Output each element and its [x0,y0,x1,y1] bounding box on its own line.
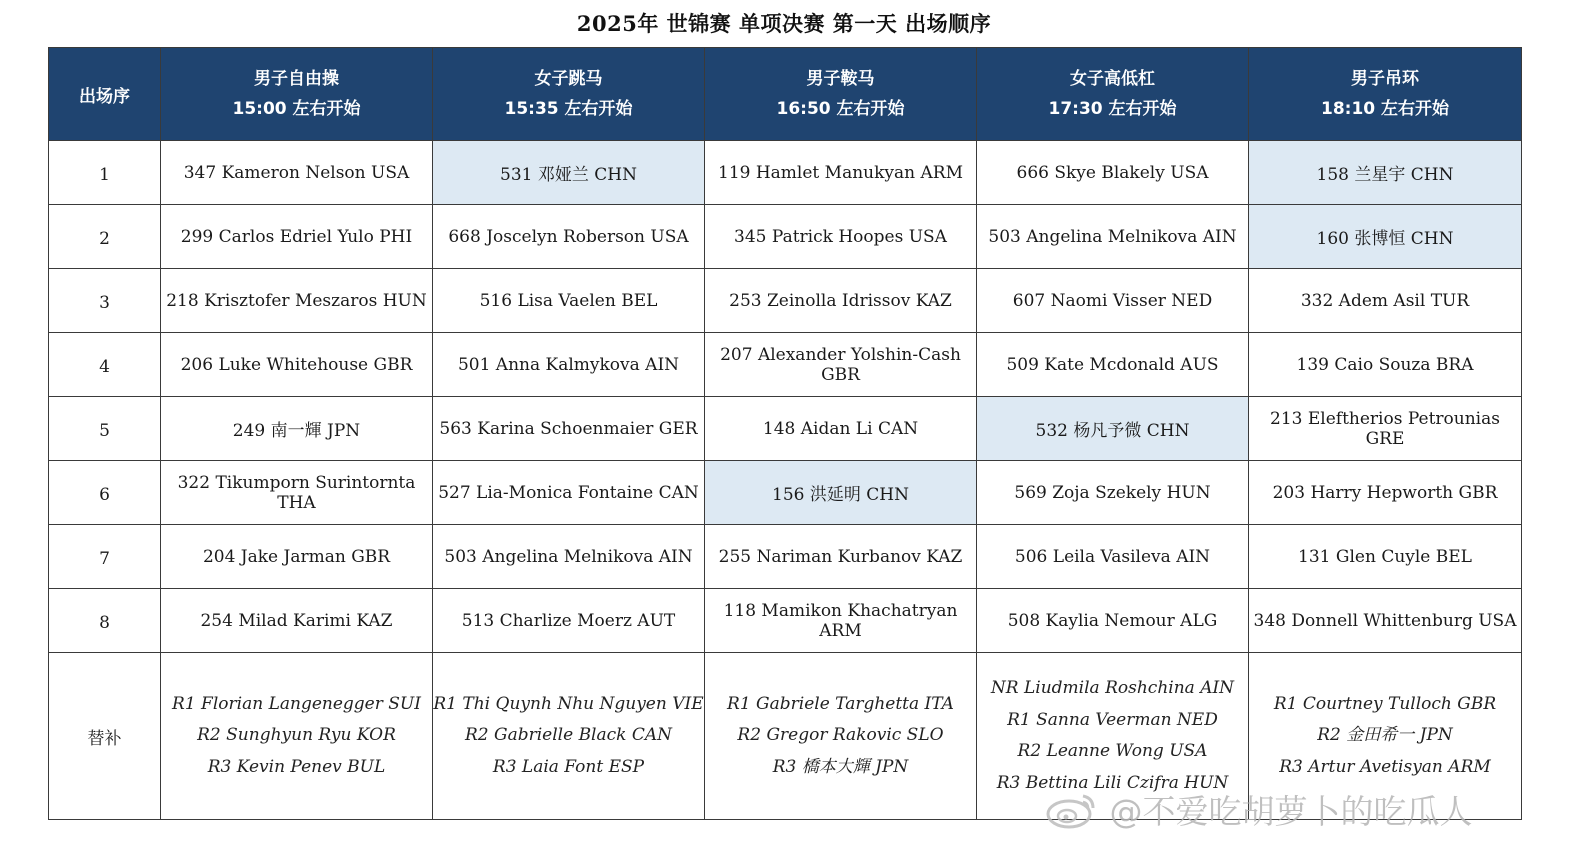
reserve-athlete: R2 Leanne Wong USA [1017,741,1208,761]
reserves-cell [161,653,433,820]
reserve-athlete: R3 Kevin Penev BUL [207,756,386,777]
athlete-cell: 348 Donnell Whittenburg USA [1249,589,1522,653]
order-number: 3 [49,269,161,333]
event-time: 16:50 左右开始 [776,99,905,119]
athlete-cell: 148 Aidan Li CAN [705,397,977,461]
event-header [433,48,705,141]
order-number: 8 [49,589,161,653]
reserve-athlete: R2 Gabrielle Black CAN [464,725,673,746]
athlete-cell-highlighted: 156 洪延明 CHN [705,461,977,525]
reserves-cell [433,653,705,820]
event-time: 15:00 左右开始 [232,99,361,119]
table-row [49,397,1522,461]
athlete-cell: 509 Kate Mcdonald AUS [977,333,1249,397]
event-header [705,48,977,141]
table-row [49,525,1522,589]
athlete-cell: 254 Milad Karimi KAZ [161,589,433,653]
order-column-header [49,48,161,141]
event-name: 男子吊环 [1351,69,1419,89]
reserve-athlete: R1 Thi Quynh Nhu Nguyen VIE [433,693,704,714]
athlete-cell: 206 Luke Whitehouse GBR [161,333,433,397]
athlete-cell: 508 Kaylia Nemour ALG [977,589,1249,653]
watermark-text: @不爱吃胡萝卜的吃瓜人 [1109,792,1473,831]
athlete-cell: 204 Jake Jarman GBR [161,525,433,589]
athlete-cell: 255 Nariman Kurbanov KAZ [705,525,977,589]
athlete-cell-highlighted: 532 杨凡予微 CHN [977,397,1249,461]
athlete-cell: 207 Alexander Yolshin-Cash GBR [705,333,977,397]
athlete-cell: 503 Angelina Melnikova AIN [977,205,1249,269]
page-title: 2025年 世锦赛 单项决赛 第一天 出场顺序 [576,11,992,36]
athlete-cell-highlighted: 531 邓娅兰 CHN [433,141,705,205]
athlete-cell: 527 Lia-Monica Fontaine CAN [433,461,705,525]
order-number: 6 [49,461,161,525]
event-header [1249,48,1522,141]
reserve-athlete: R1 Florian Langenegger SUI [172,693,421,714]
event-name: 女子高低杠 [1070,69,1155,89]
athlete-cell: 253 Zeinolla Idrissov KAZ [705,269,977,333]
athlete-cell: 213 Eleftherios Petrounias GRE [1249,397,1522,461]
event-time: 15:35 左右开始 [504,99,633,119]
athlete-cell: 118 Mamikon Khachatryan ARM [705,589,977,653]
athlete-cell: 666 Skye Blakely USA [977,141,1249,205]
athlete-cell: 119 Hamlet Manukyan ARM [705,141,977,205]
table-row [49,269,1522,333]
reserve-athlete: R2 Sunghyun Ryu KOR [197,725,396,746]
event-name: 男子鞍马 [806,69,875,89]
athlete-cell: 607 Naomi Visser NED [977,269,1249,333]
athlete-cell: 506 Leila Vasileva AIN [977,525,1249,589]
athlete-cell-highlighted: 158 兰星宇 CHN [1249,141,1522,205]
athlete-cell: 249 南一輝 JPN [161,397,433,461]
order-number: 4 [49,333,161,397]
table-row [49,589,1522,653]
reserve-athlete: R3 Bettina Lili Czifra HUN [996,772,1229,793]
reserve-athlete: R1 Sanna Veerman NED [1007,709,1218,730]
athlete-cell: 503 Angelina Melnikova AIN [433,525,705,589]
athlete-cell: 131 Glen Cuyle BEL [1249,525,1522,589]
athlete-cell: 501 Anna Kalmykova AIN [433,333,705,397]
athlete-cell: 516 Lisa Vaelen BEL [433,269,705,333]
reserve-athlete: R3 Laia Font ESP [492,756,645,777]
reserve-athlete: R1 Gabriele Targhetta ITA [727,693,954,714]
event-header [977,48,1249,141]
event-name: 女子跳马 [534,69,603,89]
athlete-cell: 668 Joscelyn Roberson USA [433,205,705,269]
weibo-logo-icon [1045,790,1099,830]
athlete-cell: 347 Kameron Nelson USA [161,141,433,205]
athlete-cell: 203 Harry Hepworth GBR [1249,461,1522,525]
athlete-cell: 322 Tikumporn Surintornta THA [161,461,433,525]
event-header [161,48,433,141]
athlete-cell: 563 Karina Schoenmaier GER [433,397,705,461]
reserve-athlete: R1 Courtney Tulloch GBR [1273,693,1497,714]
event-time: 18:10 左右开始 [1320,99,1450,119]
order-number: 7 [49,525,161,589]
order-number: 1 [49,141,161,205]
table-row [49,205,1522,269]
header-row [49,48,1522,141]
event-time: 17:30 左右开始 [1048,99,1177,119]
reserve-athlete: NR Liudmila Roshchina AIN [990,678,1235,698]
reserve-athlete: R2 Gregor Rakovic SLO [737,725,944,746]
reserve-athlete: R2 金田希一 JPN [1317,725,1453,746]
event-name: 男子自由操 [254,69,339,89]
table-row [49,141,1522,205]
watermark [1045,786,1565,836]
athlete-cell-highlighted: 160 张博恒 CHN [1249,205,1522,269]
reserves-label: 替补 [49,653,161,820]
table-row [49,461,1522,525]
athlete-cell: 569 Zoja Szekely HUN [977,461,1249,525]
athlete-cell: 218 Krisztofer Meszaros HUN [161,269,433,333]
order-number: 2 [49,205,161,269]
order-number: 5 [49,397,161,461]
order-header-label: 出场序 [79,86,130,107]
athlete-cell: 299 Carlos Edriel Yulo PHI [161,205,433,269]
table-row [49,333,1522,397]
reserve-athlete: R3 橋本大輝 JPN [772,756,909,777]
start-order-table [48,47,1522,820]
reserves-cell [705,653,977,820]
athlete-cell: 332 Adem Asil TUR [1249,269,1522,333]
athlete-cell: 345 Patrick Hoopes USA [705,205,977,269]
athlete-cell: 139 Caio Souza BRA [1249,333,1522,397]
reserve-athlete: R3 Artur Avetisyan ARM [1279,756,1491,777]
athlete-cell: 513 Charlize Moerz AUT [433,589,705,653]
